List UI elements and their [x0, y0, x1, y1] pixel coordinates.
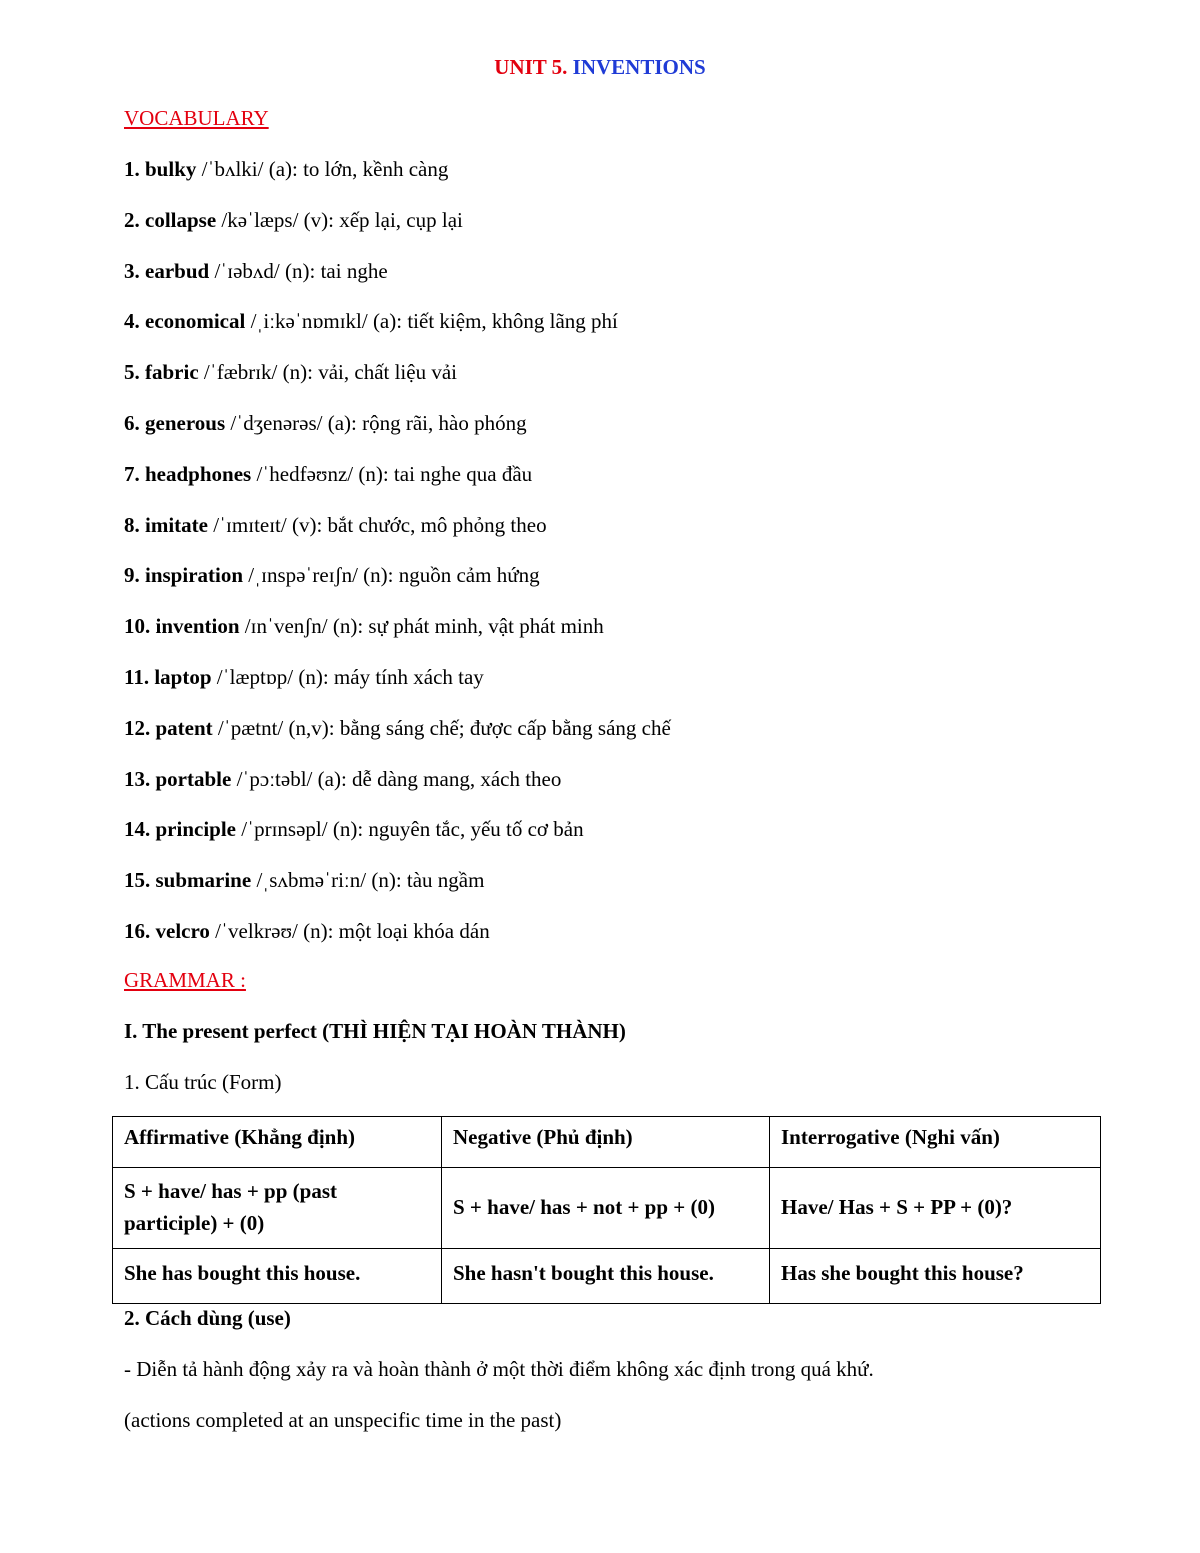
header-interrogative: Interrogative (Nghi vấn) — [770, 1117, 1101, 1168]
vocabulary-item — [124, 462, 532, 486]
vocabulary-definition: /ˈɪmɪteɪt/ (v): bắt chước, mô phỏng theo — [207, 512, 547, 537]
vocabulary-word: imitate — [145, 512, 208, 537]
vocabulary-definition: /kəˈlæps/ (v): xếp lại, cụp lại — [216, 207, 463, 232]
vocabulary-number: 15. — [124, 868, 151, 893]
header-affirmative: Affirmative (Khẳng định) — [113, 1117, 442, 1168]
vocabulary-definition: /ˈlæptɒp/ (n): máy tính xách tay — [211, 665, 484, 689]
vocabulary-number: 9. — [124, 563, 140, 588]
vocabulary-number: 4. — [124, 309, 140, 334]
vocabulary-item — [124, 817, 584, 841]
vocabulary-word: portable — [155, 766, 232, 791]
vocabulary-item — [124, 919, 490, 943]
vocabulary-definition: /ˌiːkəˈnɒmɪkl/ (a): tiết kiệm, không lãng phí — [245, 309, 618, 334]
vocabulary-word: velcro — [155, 919, 210, 943]
formula-affirmative: S + have/ has + pp (past participle) + (0) — [113, 1168, 442, 1249]
vocabulary-item — [124, 259, 388, 283]
vocabulary-definition: /ˈfæbrɪk/ (n): vải, chất liệu vải — [198, 360, 457, 385]
vocabulary-number: 1. — [124, 157, 140, 181]
vocabulary-definition: /ˈvelkrəʊ/ (n): một loại khóa dán — [209, 919, 490, 943]
vocabulary-definition: /ɪnˈvenʃn/ (n): sự phát minh, vật phát minh — [239, 614, 604, 639]
vocabulary-number: 10. — [124, 614, 151, 639]
vocabulary-number: 3. — [124, 258, 140, 283]
vocabulary-word: earbud — [145, 258, 210, 283]
vocabulary-definition: /ˈpætnt/ (n,v): bằng sáng chế; được cấp bằng sáng chế — [212, 715, 671, 740]
vocabulary-item — [124, 716, 671, 740]
vocabulary-item — [124, 309, 618, 333]
vocabulary-item — [124, 665, 484, 689]
vocabulary-number: 8. — [124, 512, 140, 537]
unit-number: UNIT 5. — [494, 55, 568, 79]
form-table — [112, 1116, 1101, 1304]
vocabulary-definition: /ˈbʌlki/ (a): to lớn, kềnh càng — [196, 157, 449, 181]
table-header-row — [113, 1117, 1101, 1168]
vocabulary-item — [124, 157, 448, 181]
grammar-section-title: I. The present perfect (THÌ HIỆN TẠI HOÀN THÀNH) — [124, 1019, 626, 1043]
example-negative: She hasn't bought this house. — [442, 1249, 770, 1304]
vocabulary-item — [124, 411, 527, 435]
unit-topic: INVENTIONS — [572, 55, 706, 79]
vocabulary-number: 6. — [124, 411, 140, 435]
vocabulary-number: 2. — [124, 207, 140, 232]
vocabulary-item — [124, 208, 463, 232]
vocabulary-definition: /ˈprɪnsəpl/ (n): nguyên tắc, yếu tố cơ bản — [236, 817, 584, 842]
vocabulary-item — [124, 868, 484, 892]
vocabulary-word: headphones — [145, 461, 252, 486]
vocabulary-word: bulky — [145, 157, 197, 181]
vocabulary-definition: /ˈpɔːtəbl/ (a): dễ dàng mang, xách theo — [231, 766, 562, 791]
vocabulary-number: 16. — [124, 919, 151, 943]
vocabulary-heading: VOCABULARY — [124, 106, 269, 130]
formula-interrogative: Have/ Has + S + PP + (0)? — [770, 1168, 1101, 1249]
vocabulary-word: generous — [145, 411, 226, 435]
vocabulary-number: 12. — [124, 715, 151, 740]
header-negative: Negative (Phủ định) — [442, 1117, 770, 1168]
vocabulary-word: inspiration — [145, 563, 244, 588]
vocabulary-item — [124, 614, 604, 638]
vocabulary-definition: /ˈɪəbʌd/ (n): tai nghe — [209, 258, 388, 283]
vocabulary-word: patent — [155, 715, 213, 740]
vocabulary-definition: /ˌɪnspəˈreɪʃn/ (n): nguồn cảm hứng — [243, 563, 540, 588]
vocabulary-word: collapse — [145, 207, 217, 232]
table-formula-row — [113, 1168, 1101, 1249]
vocabulary-word: principle — [155, 817, 237, 842]
vocabulary-item — [124, 563, 540, 587]
vocabulary-number: 14. — [124, 817, 151, 842]
use-title: 2. Cách dùng (use) — [124, 1306, 291, 1330]
vocabulary-word: submarine — [155, 868, 252, 893]
example-affirmative: She has bought this house. — [113, 1249, 442, 1304]
use-item: - Diễn tả hành động xảy ra và hoàn thành ở một thời điểm không xác định trong quá khứ. — [124, 1357, 874, 1381]
grammar-heading: GRAMMAR : — [124, 968, 246, 992]
vocabulary-word: economical — [145, 309, 246, 334]
vocabulary-word: laptop — [154, 665, 212, 689]
vocabulary-definition: /ˌsʌbməˈriːn/ (n): tàu ngầm — [251, 868, 485, 893]
vocabulary-number: 11. — [124, 665, 150, 689]
vocabulary-definition: /ˈdʒenərəs/ (a): rộng rãi, hào phóng — [225, 411, 527, 435]
vocabulary-number: 7. — [124, 461, 140, 486]
example-interrogative: Has she bought this house? — [770, 1249, 1101, 1304]
vocabulary-number: 5. — [124, 360, 140, 385]
vocabulary-word: invention — [155, 614, 240, 639]
vocabulary-item — [124, 360, 457, 384]
table-example-row — [113, 1249, 1101, 1304]
vocabulary-item — [124, 513, 547, 537]
vocabulary-number: 13. — [124, 766, 151, 791]
vocabulary-definition: /ˈhedfəʊnz/ (n): tai nghe qua đầu — [251, 461, 533, 486]
page-title — [0, 55, 1200, 79]
use-item: (actions completed at an unspecific time in the past) — [124, 1408, 562, 1432]
form-title: 1. Cấu trúc (Form) — [124, 1070, 282, 1094]
vocabulary-item — [124, 767, 561, 791]
vocabulary-word: fabric — [145, 360, 199, 385]
formula-negative: S + have/ has + not + pp + (0) — [442, 1168, 770, 1249]
